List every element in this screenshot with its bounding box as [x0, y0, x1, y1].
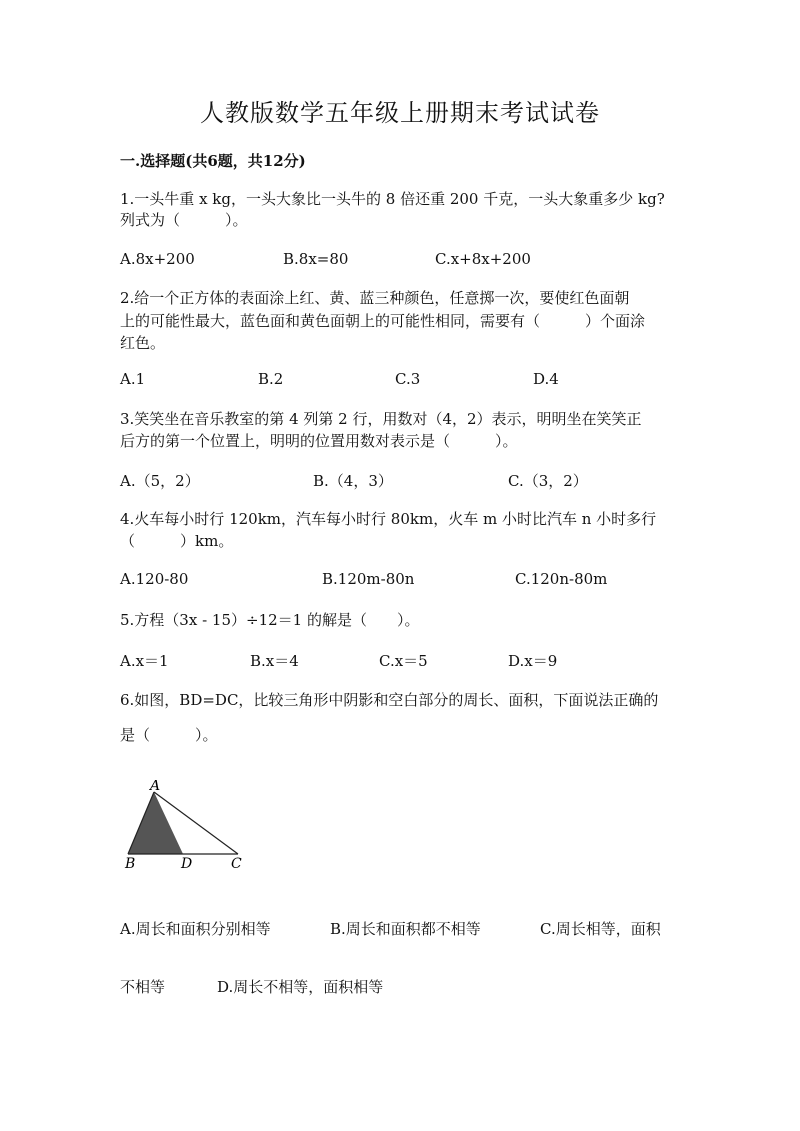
question-1-line-1: 1.一头牛重 x kg，一头大象比一头牛的 8 倍还重 200 千克，一头大象重多少 kg? [120, 190, 665, 208]
question-2-option-d: D.4 [533, 370, 559, 388]
question-2-line-2: 上的可能性最大，蓝色面和黄色面朝上的可能性相同，需要有（ ）个面涂 [120, 312, 646, 330]
question-2-option-b: B.2 [258, 370, 284, 388]
label-a: A [150, 780, 161, 794]
question-3-line-1: 3.笑笑坐在音乐教室的第 4 列第 2 行，用数对（4，2）表示，明明坐在笑笑正 [120, 410, 642, 428]
question-1-option-b: B.8x=80 [283, 250, 349, 268]
question-6-option-a: A.周长和面积分别相等 [120, 920, 271, 938]
question-6-option-b: B.周长和面积都不相等 [330, 920, 481, 938]
question-6-line-2: 是（ ）。 [120, 726, 218, 744]
question-4-option-a: A.120-80 [120, 570, 189, 588]
label-d: D [181, 856, 193, 872]
question-6-option-c-continued: 不相等 [120, 978, 166, 996]
question-5-option-d: D.x＝9 [508, 652, 558, 670]
question-1-line-2: 列式为（ ）。 [120, 211, 248, 229]
question-6-option-d: D.周长不相等，面积相等 [217, 978, 384, 996]
label-b: B [125, 856, 136, 872]
question-3-line-2: 后方的第一个位置上，明明的位置用数对表示是（ ）。 [120, 432, 518, 450]
question-3-option-a: A.（5，2） [120, 472, 200, 490]
question-6-option-c: C.周长相等，面积 [540, 920, 661, 938]
question-4-option-b: B.120m-80n [322, 570, 415, 588]
question-2-option-a: A.1 [120, 370, 146, 388]
question-3-option-b: B.（4，3） [313, 472, 393, 490]
question-1-option-a: A.8x+200 [120, 250, 195, 268]
question-4-line-1: 4.火车每小时行 120km，汽车每小时行 80km，火车 m 小时比汽车 n 小时多行 [120, 510, 657, 528]
question-4-option-c: C.120n-80m [515, 570, 608, 588]
label-c: C [231, 856, 242, 872]
section-heading: 一.选择题(共6题，共12分) [120, 152, 306, 170]
shaded-triangle-abd [128, 792, 183, 854]
question-2-option-c: C.3 [395, 370, 421, 388]
question-5-option-c: C.x＝5 [379, 652, 428, 670]
question-2-line-1: 2.给一个正方体的表面涂上红、黄、蓝三种颜色，任意掷一次，要使红色面朝 [120, 289, 630, 307]
question-3-option-c: C.（3，2） [508, 472, 588, 490]
page-title: 人教版数学五年级上册期末考试试卷 [200, 99, 600, 127]
question-2-line-3: 红色。 [120, 334, 166, 352]
question-6-line-1: 6.如图，BD=DC，比较三角形中阴影和空白部分的周长、面积，下面说法正确的 [120, 691, 659, 709]
question-5-option-b: B.x＝4 [250, 652, 299, 670]
triangle-figure [120, 780, 260, 875]
question-4-line-2: （ ）km。 [120, 532, 234, 550]
question-5-option-a: A.x＝1 [120, 652, 169, 670]
question-5-line-1: 5.方程（3x - 15）÷12＝1 的解是（ ）。 [120, 611, 420, 629]
question-1-option-c: C.x+8x+200 [435, 250, 531, 268]
